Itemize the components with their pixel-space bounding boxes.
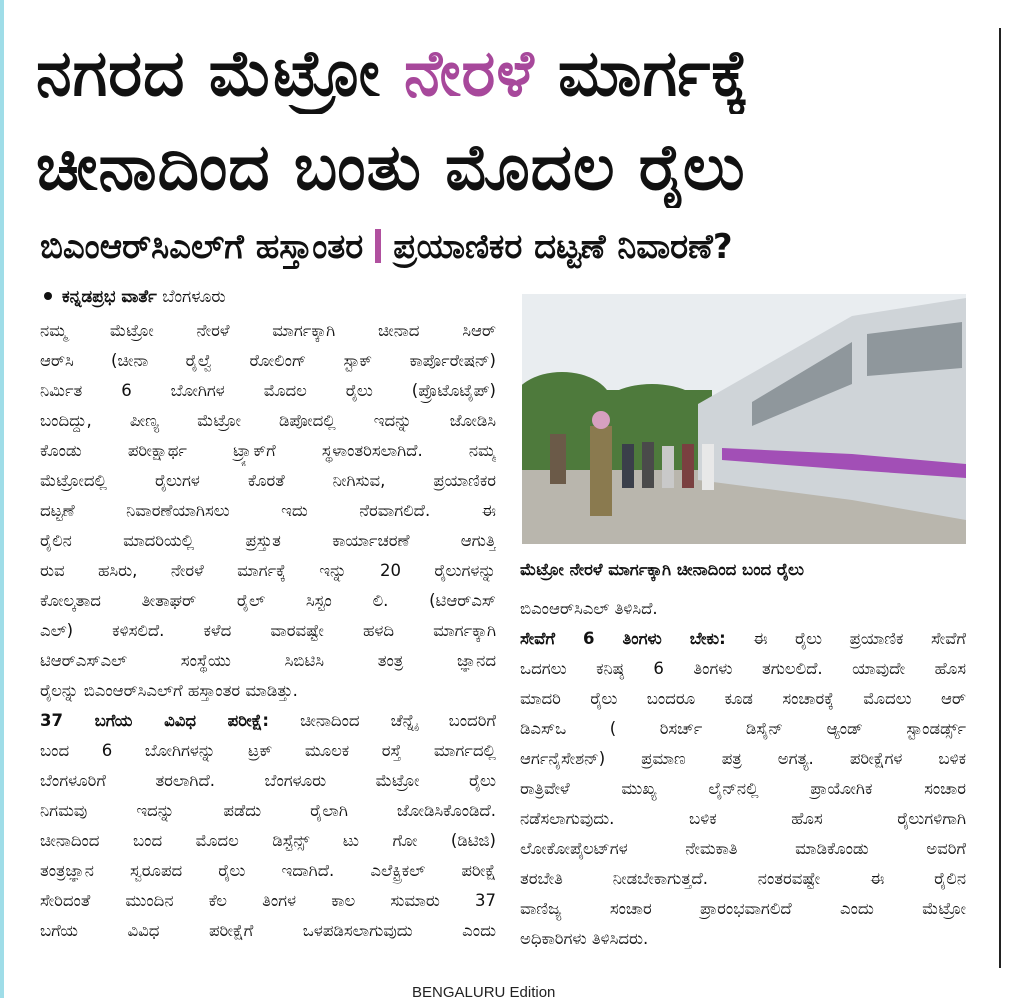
- section-heading-line: [520, 624, 966, 654]
- article-line: ಬಂದ 6 ಬೋಗಿಗಳನ್ನು ಟ್ರಕ್ ಮೂಲಕ ರಸ್ತೆ ಮಾರ್ಗದಲ್ಲಿ: [40, 741, 496, 760]
- subhead-left: ಬಿಎಂಆರ್‌ಸಿಎಲ್‌ಗೆ ಹಸ್ತಾಂತರ: [40, 227, 364, 267]
- article-line: ಕೊಂಡು ಪರೀಕ್ಷಾರ್ಥ ಟ್ರ್ಯಾಕ್‌ಗೆ ಸ್ಥಳಾಂತರಿಸಲಾಗಿದೆ. ನಮ್ಮ: [40, 441, 496, 460]
- photo-person-6: [682, 444, 694, 488]
- photo-person-7: [702, 444, 714, 490]
- article-column-left: [40, 316, 496, 946]
- byline: [44, 284, 226, 310]
- headline-accent-word: ನೇರಳೆ: [403, 37, 535, 111]
- byline-place: ಬೆಂಗಳೂರು: [162, 287, 226, 307]
- article-line: ರೈಲನ್ನು ಬಿಎಂಆರ್‌ಸಿಎಲ್‌ಗೆ ಹಸ್ತಾಂತರ ಮಾಡಿತ್ತು.: [40, 681, 298, 700]
- byline-source: ಕನ್ನಡಪ್ರಭ ವಾರ್ತೆ: [62, 287, 157, 307]
- news-photo: [522, 294, 966, 544]
- photo-caption: ಮೆಟ್ರೋ ನೇರಳೆ ಮಾರ್ಗಕ್ಕಾಗಿ ಚೀನಾದಿಂದ ಬಂದ ರೈಲು: [520, 560, 804, 579]
- section-text: ಚೀನಾದಿಂದ ಚೆನ್ನೈ ಬಂದರಿಗೆ: [268, 711, 496, 730]
- bullet-icon: [44, 292, 52, 300]
- column-rule: [999, 28, 1001, 968]
- photo-tree-middle: [597, 384, 707, 444]
- article-line: ದಟ್ಟಣೆ ನಿವಾರಣೆಯಾಗಿಸಲು ಇದು ನೆರವಾಗಲಿದೆ. ಈ: [40, 501, 496, 520]
- page-edge: [0, 0, 4, 998]
- headline-part-2: ಮಾರ್ಗಕ್ಕೆ: [534, 37, 750, 111]
- article-line: ರುವ ಹಸಿರು, ನೇರಳೆ ಮಾರ್ಗಕ್ಕೆ ಇನ್ನು 20 ರೈಲುಗಳನ್ನು: [40, 561, 496, 580]
- article-line: ತರಬೇತಿ ನೀಡಬೇಕಾಗುತ್ತದೆ. ನಂತರವಷ್ಟೇ ಈ ರೈಲಿನ: [520, 869, 966, 888]
- article-line: ರೈಲಿನ ಮಾದರಿಯಲ್ಲಿ ಪ್ರಸ್ತುತ ಕಾರ್ಯಾಚರಣೆ ಆಗುತ್ತಿ: [40, 531, 496, 550]
- subhead-right: ಪ್ರಯಾಣಿಕರ ದಟ್ಟಣೆ ನಿವಾರಣೆ?: [393, 227, 733, 267]
- article-line: ನಡೆಸಲಾಗುವುದು. ಬಳಿಕ ಹೊಸ ರೈಲುಗಳಿಗಾಗಿ: [520, 809, 966, 828]
- article-line: ಬಗೆಯ ವಿವಿಧ ಪರೀಕ್ಷೆಗೆ ಒಳಪಡಿಸಲಾಗುವುದು ಎಂದು: [40, 921, 496, 940]
- article-line: ಬೆಂಗಳೂರಿಗೆ ತರಲಾಗಿದೆ. ಬೆಂಗಳೂರು ಮೆಟ್ರೋ ರೈಲು: [40, 771, 496, 790]
- article-line: ನಿಗಮವು ಇದನ್ನು ಪಡೆದು ರೈಲಾಗಿ ಜೋಡಿಸಿಕೊಂಡಿದೆ.: [40, 801, 496, 820]
- photo-person-2: [590, 426, 612, 516]
- headline-part-1: ನಗರದ ಮೆಟ್ರೋ: [36, 37, 404, 111]
- photo-person-1: [550, 434, 566, 484]
- article-line: ಬಂದಿದ್ದು, ಪೀಣ್ಯ ಮೆಟ್ರೋ ಡಿಪೋದಲ್ಲಿ ಇದನ್ನು ಜೋಡಿಸಿ: [40, 411, 496, 430]
- article-column-right: [520, 594, 966, 954]
- photo-person-4: [642, 442, 654, 488]
- article-line: ಟಿಆರ್‌ಎಸ್‌ಎಲ್ ಸಂಸ್ಥೆಯು ಸಿಬಿಟಿಸಿ ತಂತ್ರ ಜ್ಞಾನದ: [40, 651, 496, 670]
- photo-person-turban: [592, 411, 610, 429]
- headline-line-2: ಚೀನಾದಿಂದ ಬಂತು ಮೊದಲ ರೈಲು: [36, 131, 746, 205]
- article-line: ಚೀನಾದಿಂದ ಬಂದ ಮೊದಲ ಡಿಸ್ಟೆನ್ಸ್ ಟು ಗೋ (ಡಿಟಿಜಿ): [40, 831, 496, 850]
- article-line: ಬಿಎಂಆರ್‌ಸಿಎಲ್ ತಿಳಿಸಿದೆ.: [520, 599, 658, 618]
- edition-label: BENGALURU Edition: [412, 984, 556, 998]
- article-line: ಸೇರಿದಂತೆ ಮುಂದಿನ ಕೆಲ ತಿಂಗಳ ಕಾಲ ಸುಮಾರು 37: [40, 891, 496, 910]
- article-line: ವಾಣಿಜ್ಯ ಸಂಚಾರ ಪ್ರಾರಂಭವಾಗಲಿದೆ ಎಂದು ಮೆಟ್ರೋ: [520, 899, 966, 918]
- metro-train-photo: [522, 294, 966, 544]
- article-line: ಡಿಎಸ್‌ಒ ( ರಿಸರ್ಚ್ ಡಿಸೈನ್ ಆ್ಯಂಡ್ ಸ್ಟಾಂಡರ್ಡ್ಸ್: [520, 719, 966, 738]
- article-line: ಲೋಕೋಪೈಲಟ್‌ಗಳ ನೇಮಕಾತಿ ಮಾಡಿಕೊಂಡು ಅವರಿಗೆ: [520, 839, 966, 858]
- section-heading-line: [40, 706, 496, 736]
- article-line: ರಾತ್ರಿವೇಳೆ ಮುಖ್ಯ ಲೈನ್‌ನಲ್ಲಿ ಪ್ರಾಯೋಗಿಕ ಸಂಚಾರ: [520, 779, 966, 798]
- section-heading: ಸೇವೆಗೆ 6 ತಿಂಗಳು ಬೇಕು:: [520, 629, 726, 648]
- article-line: ನಮ್ಮ ಮೆಟ್ರೋ ನೇರಳೆ ಮಾರ್ಗಕ್ಕಾಗಿ ಚೀನಾದ ಸಿಆರ್: [40, 321, 496, 340]
- section-heading: 37 ಬಗೆಯ ವಿವಿಧ ಪರೀಕ್ಷೆ:: [40, 711, 269, 730]
- article-line: ಎಲ್) ಕಳಿಸಲಿದೆ. ಕಳೆದ ವಾರವಷ್ಟೇ ಹಳದಿ ಮಾರ್ಗಕ್ಕಾಗಿ: [40, 621, 496, 640]
- article-line: ಒದಗಲು ಕನಿಷ್ಠ 6 ತಿಂಗಳು ತಗುಲಲಿದೆ. ಯಾವುದೇ ಹೊಸ: [520, 659, 966, 678]
- article-line: ತಂತ್ರಜ್ಞಾನ ಸ್ವರೂಪದ ರೈಲು ಇದಾಗಿದೆ. ಎಲೆಕ್ಟ್ರಿಕಲ್ ಪರೀಕ್ಷೆ: [40, 861, 496, 880]
- article-line: ಮೆಟ್ರೋದಲ್ಲಿ ರೈಲುಗಳ ಕೊರತೆ ನೀಗಿಸುವ, ಪ್ರಯಾಣಿಕರ: [40, 471, 496, 490]
- photo-person-3: [622, 444, 634, 488]
- headline-line-1: [36, 34, 976, 114]
- article-line: ನಿರ್ಮಿತ 6 ಬೋಗಿಗಳ ಮೊದಲ ರೈಲು (ಪ್ರೊಟೊಟೈಪ್): [40, 381, 496, 400]
- photo-person-5: [662, 446, 674, 488]
- section-text: ಈ ರೈಲು ಪ್ರಯಾಣಿಕ ಸೇವೆಗೆ: [725, 629, 966, 648]
- article-line: ಆರ್ಗನೈಸೇಶನ್) ಪ್ರಮಾಣ ಪತ್ರ ಅಗತ್ಯ. ಪರೀಕ್ಷೆಗಳ ಬಳಿಕ: [520, 749, 966, 768]
- subhead-separator: [375, 229, 381, 263]
- article-line: ಅಧಿಕಾರಿಗಳು ತಿಳಿಸಿದರು.: [520, 929, 649, 948]
- subheadline: [40, 222, 980, 272]
- article-line: ಕೋಲ್ಕತಾದ ತೀತಾಘರ್ ರೈಲ್ ಸಿಸ್ಟಂ ಲಿ. (ಟಿಆರ್‌ಎಸ್: [40, 591, 496, 610]
- article-line: ಮಾದರಿ ರೈಲು ಬಂದರೂ ಕೂಡ ಸಂಚಾರಕ್ಕೆ ಮೊದಲು ಆರ್: [520, 689, 966, 708]
- article-line: ಆರ್‌ಸಿ (ಚೀನಾ ರೈಲ್ವೆ ರೋಲಿಂಗ್ ಸ್ಟಾಕ್ ಕಾರ್ಪೊರೇಷನ್): [40, 351, 496, 370]
